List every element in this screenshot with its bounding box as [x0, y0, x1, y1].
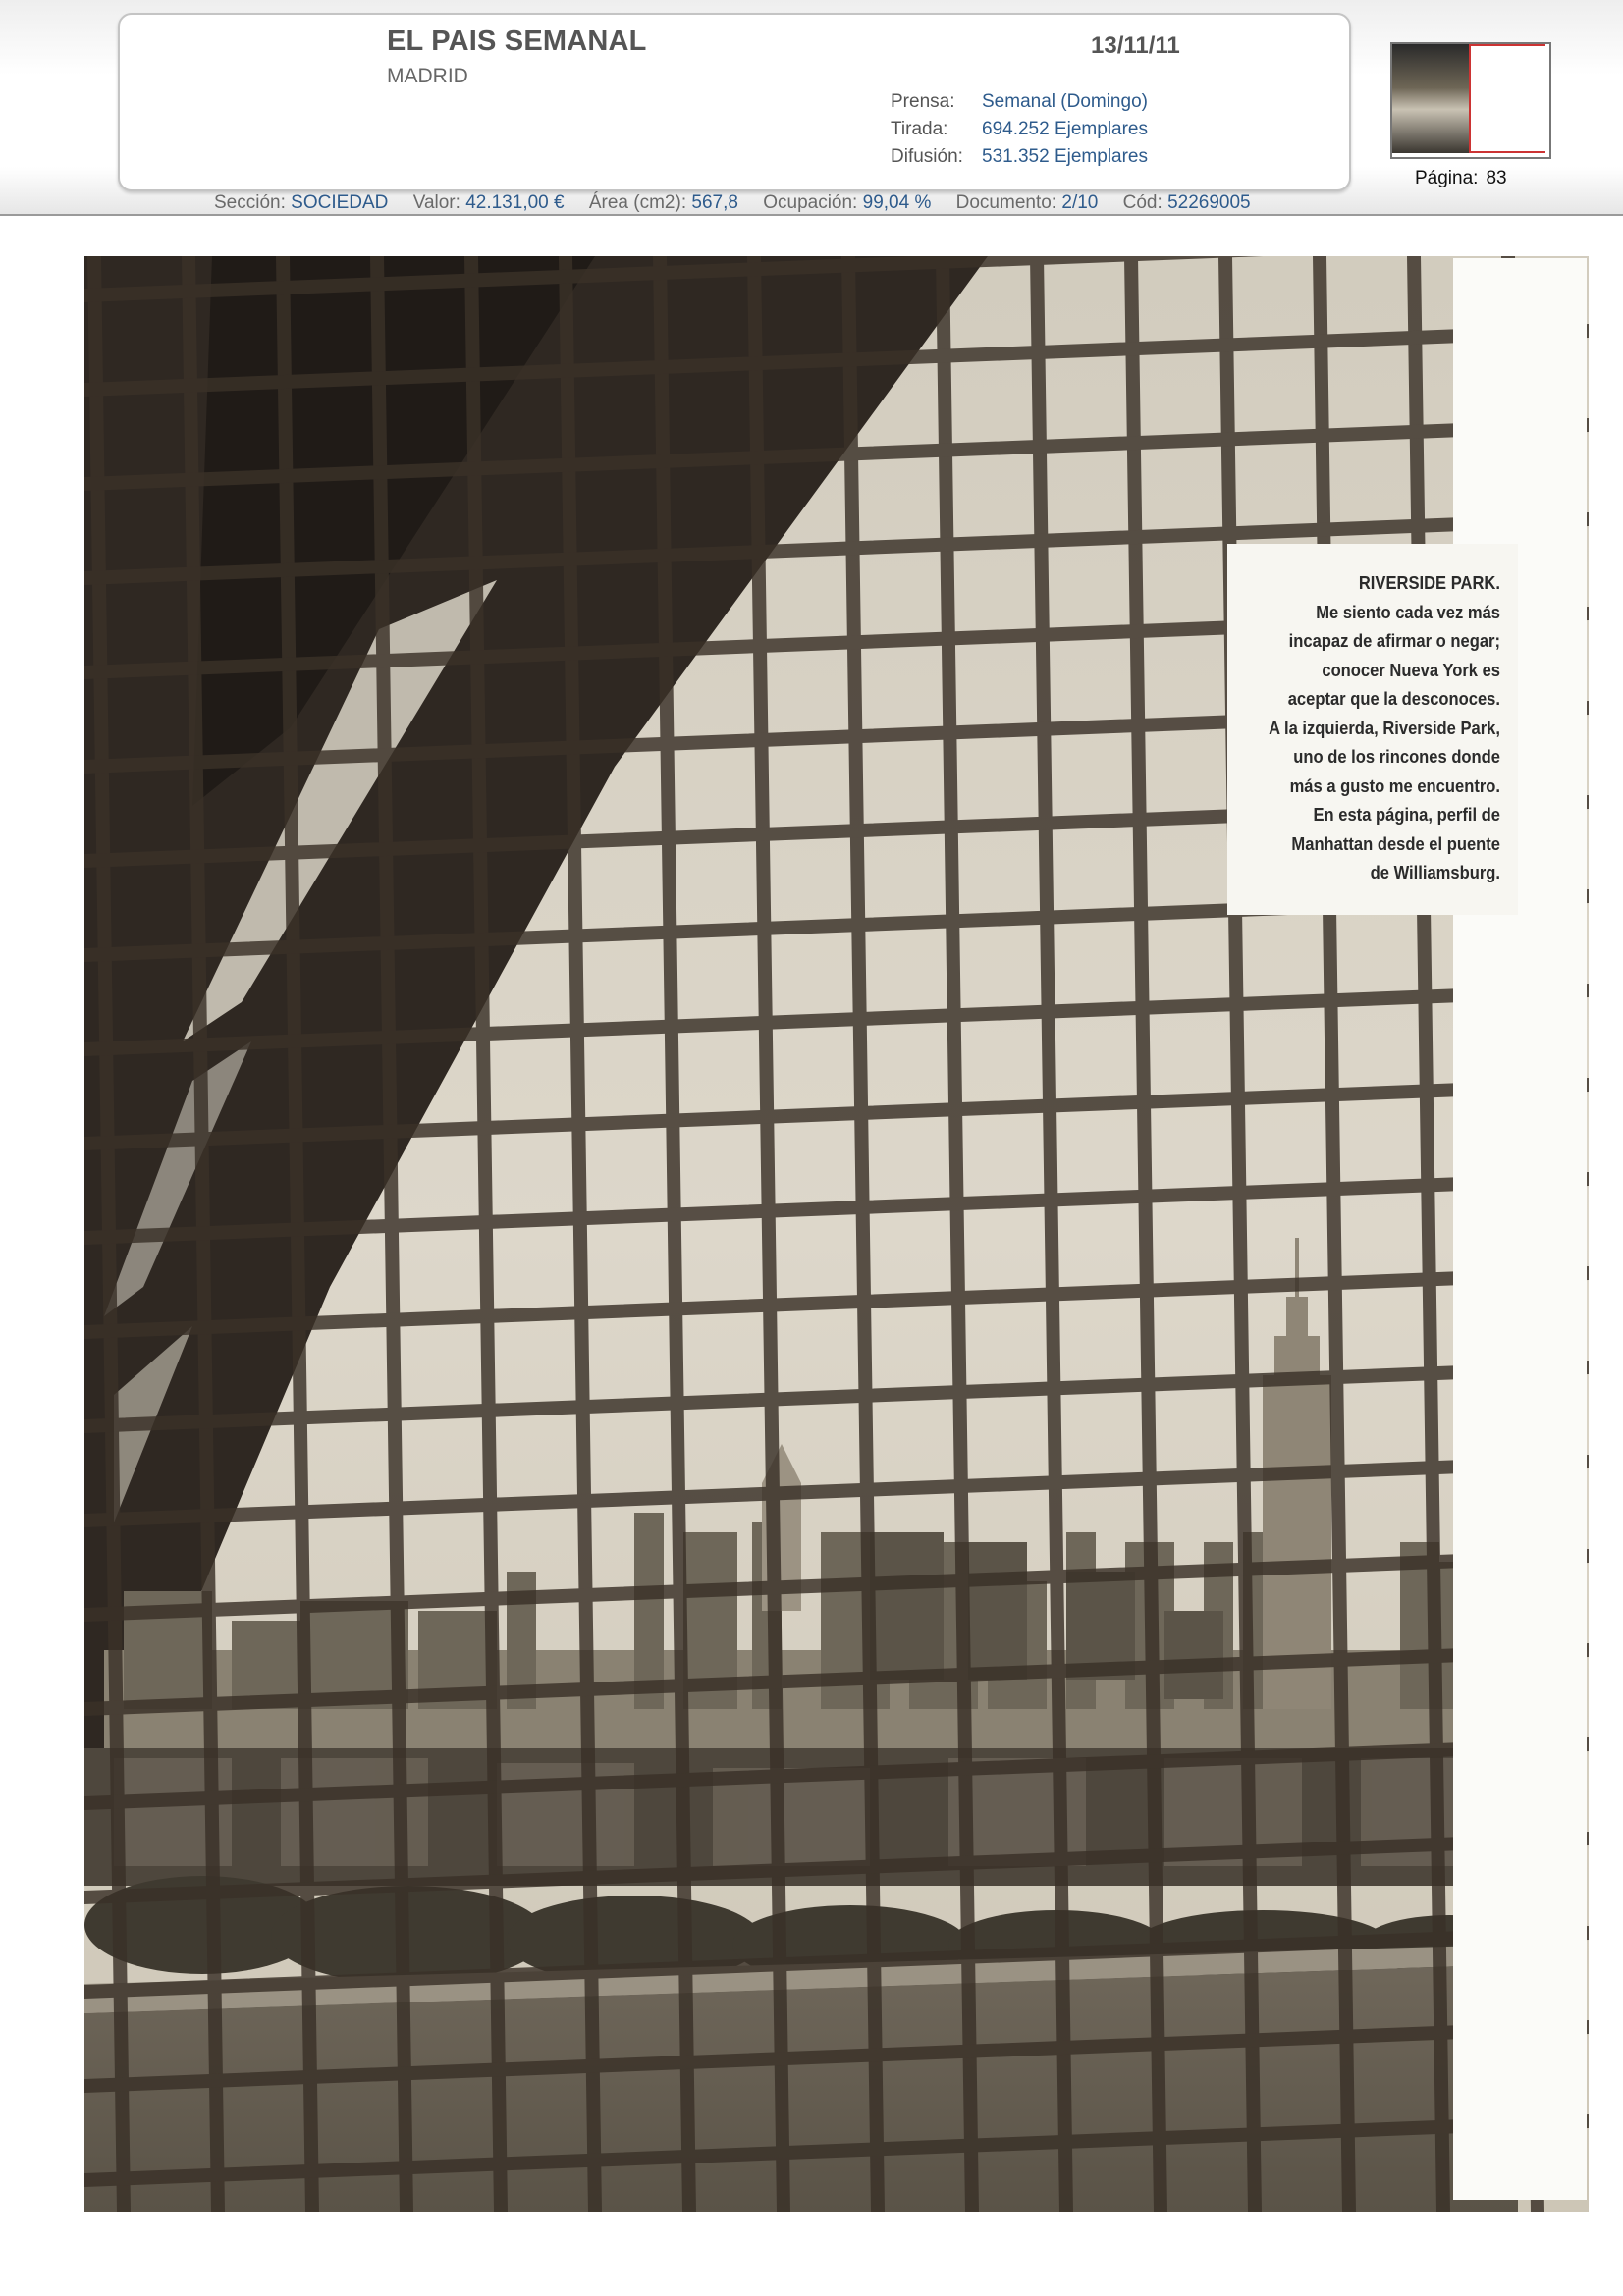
- caption-line: uno de los rincones donde: [1293, 747, 1500, 767]
- seccion-label: Sección:: [214, 192, 286, 213]
- page-thumbnail[interactable]: [1390, 42, 1551, 159]
- caption-line: de Williamsburg.: [1370, 863, 1500, 882]
- ocupacion-label: Ocupación:: [763, 192, 858, 213]
- caption-line: conocer Nueva York es: [1322, 660, 1500, 680]
- documento-label: Documento:: [955, 192, 1057, 213]
- publication-name: EL PAIS SEMANAL: [387, 26, 647, 57]
- valor-value: 42.131,00 €: [465, 192, 565, 213]
- thumbnail-left-page: [1392, 44, 1469, 153]
- prensa-label: Prensa:: [891, 91, 955, 112]
- page-label: Página:: [1415, 168, 1479, 188]
- caption-line: Me siento cada vez más: [1316, 602, 1500, 622]
- stats-row: [214, 192, 1271, 214]
- caption-line: más a gusto me encuentro.: [1289, 775, 1500, 796]
- caption-line: aceptar que la desconoces.: [1287, 689, 1500, 709]
- photo-caption: [1238, 569, 1500, 888]
- thumbnail-right-page: [1469, 44, 1545, 153]
- caption-line: A la izquierda, Riverside Park,: [1269, 718, 1500, 738]
- area-value: 567,8: [691, 192, 738, 213]
- page-indicator: [1415, 168, 1507, 189]
- caption-box: [1227, 544, 1518, 915]
- area-label: Área (cm2):: [588, 192, 687, 213]
- seccion-value: SOCIEDAD: [291, 192, 389, 213]
- valor-label: Valor:: [412, 192, 460, 213]
- page-number: 83: [1486, 168, 1507, 188]
- tirada-label: Tirada:: [891, 119, 948, 139]
- documento-value: 2/10: [1061, 192, 1099, 213]
- tirada-value: 694.252 Ejemplares: [982, 119, 1148, 139]
- caption-line: incapaz de afirmar o negar;: [1288, 631, 1500, 651]
- caption-line: Manhattan desde el puente: [1291, 833, 1500, 854]
- difusion-value: 531.352 Ejemplares: [982, 146, 1148, 167]
- publication-city: MADRID: [387, 65, 468, 87]
- cod-label: Cód:: [1122, 192, 1163, 213]
- publication-date: 13/11/11: [1091, 32, 1180, 59]
- prensa-value: Semanal (Domingo): [982, 91, 1148, 112]
- cod-value: 52269005: [1167, 192, 1251, 213]
- difusion-label: Difusión:: [891, 146, 963, 167]
- ocupacion-value: 99,04 %: [862, 192, 932, 213]
- caption-line: En esta página, perfil de: [1313, 805, 1500, 825]
- caption-line: RIVERSIDE PARK.: [1358, 573, 1500, 593]
